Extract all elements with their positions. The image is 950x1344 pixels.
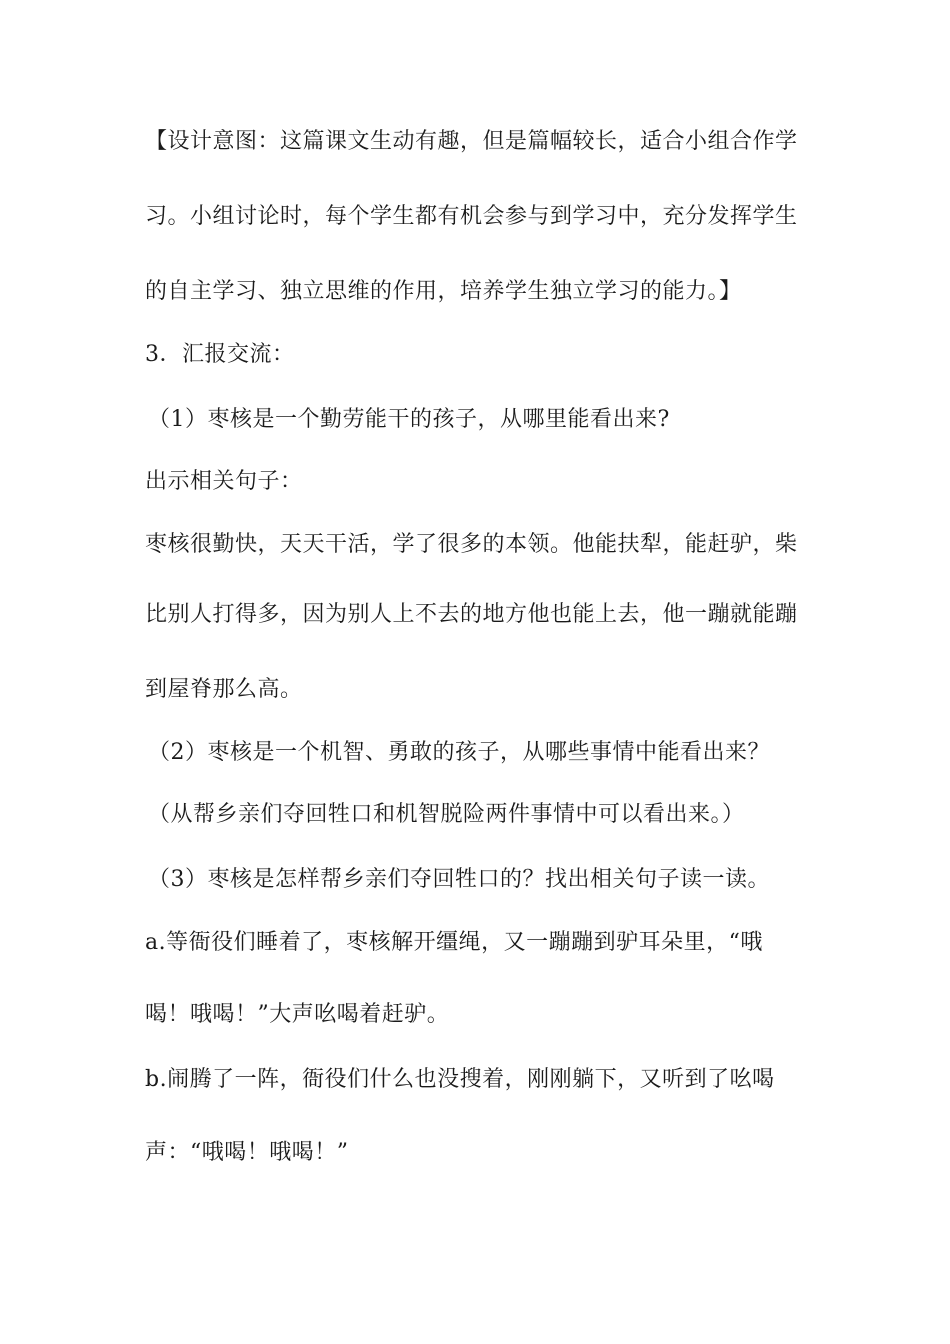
quote-paragraph-line-1: 枣核很勤快，天天干活，学了很多的本领。他能扶犁，能赶驴，柴	[145, 532, 798, 557]
sentence-b-line-2: 声：“哦喝！哦喝！”	[145, 1140, 349, 1165]
design-intent-line-3: 的自主学习、独立思维的作用，培养学生独立学习的能力。】	[145, 279, 742, 304]
sentence-a-line-2: 喝！哦喝！”大声吆喝着赶驴。	[145, 1002, 450, 1027]
design-intent-line-2: 习。小组讨论时，每个学生都有机会参与到学习中，充分发挥学生	[145, 204, 798, 229]
quote-paragraph-line-2: 比别人打得多，因为别人上不去的地方他也能上去，他一蹦就能蹦	[145, 602, 798, 627]
question-1: （1）枣核是一个勤劳能干的孩子，从哪里能看出来?	[148, 407, 670, 432]
sentence-b-line-1: b.闹腾了一阵，衙役们什么也没搜着，刚刚躺下，又听到了吆喝	[145, 1067, 775, 1092]
question-3: （3）枣核是怎样帮乡亲们夺回牲口的？找出相关句子读一读。	[148, 867, 770, 892]
sentence-a-line-1: a.等衙役们睡着了，枣核解开缰绳，又一蹦蹦到驴耳朵里，“哦	[145, 930, 763, 955]
quote-paragraph-line-3: 到屋脊那么高。	[145, 677, 303, 702]
design-intent-line-1: 【设计意图：这篇课文生动有趣，但是篇幅较长，适合小组合作学	[145, 129, 798, 154]
question-2: （2）枣核是一个机智、勇敢的孩子，从哪些事情中能看出来？	[148, 740, 770, 765]
answer-2: （从帮乡亲们夺回牲口和机智脱险两件事情中可以看出来。）	[148, 802, 745, 827]
show-sentences-label: 出示相关句子：	[145, 469, 303, 494]
section-heading-report: 3．汇报交流：	[145, 342, 295, 367]
